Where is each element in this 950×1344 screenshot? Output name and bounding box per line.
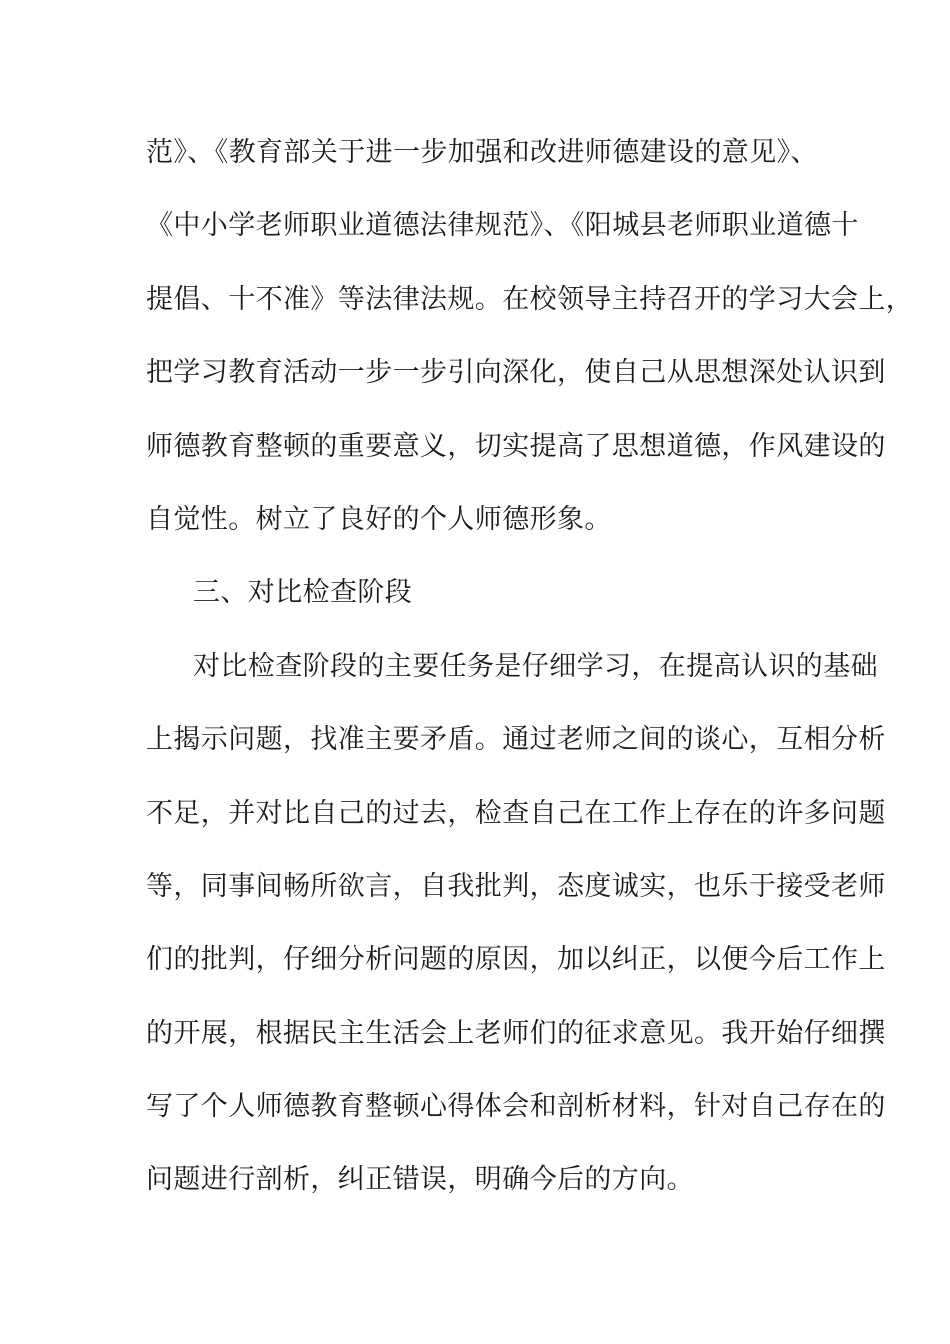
text-line: 上揭示问题，找准主要矛盾。通过老师之间的谈心，互相分析 <box>146 724 886 756</box>
section-heading: 三、对比检查阶段 <box>193 577 413 609</box>
document-body <box>146 130 914 1231</box>
text-line: 们的批判，仔细分析问题的原因，加以纠正，以便今后工作上 <box>146 944 886 976</box>
text-line: 《中小学老师职业道德法律规范》、《阳城县老师职业道德十 <box>146 210 859 242</box>
text-line: 的开展，根据民主生活会上老师们的征求意见。我开始仔细撰 <box>146 1017 886 1049</box>
text-line: 问题进行剖析，纠正错误，明确今后的方向。 <box>146 1164 694 1196</box>
text-line: 等，同事间畅所欲言，自我批判，态度诚实，也乐于接受老师 <box>146 870 886 902</box>
text-line: 不足，并对比自己的过去，检查自己在工作上存在的许多问题 <box>146 797 886 829</box>
text-line: 范》、《教育部关于进一步加强和改进师德建设的意见》、 <box>146 137 818 168</box>
text-line: 师德教育整顿的重要意义，切实提高了思想道德，作风建设的 <box>146 430 886 462</box>
paragraph-first-line: 对比检查阶段的主要任务是仔细学习，在提高认识的基础 <box>193 650 878 682</box>
text-line: 把学习教育活动一步一步引向深化，使自己从思想深处认识到 <box>146 357 886 389</box>
text-line: 提倡、十不准》等法律法规。在校领导主持召开的学习大会上， <box>146 283 914 315</box>
text-line: 写了个人师德教育整顿心得体会和剖析材料，针对自己存在的 <box>146 1091 886 1123</box>
text-line: 自觉性。树立了良好的个人师德形象。 <box>146 503 612 535</box>
